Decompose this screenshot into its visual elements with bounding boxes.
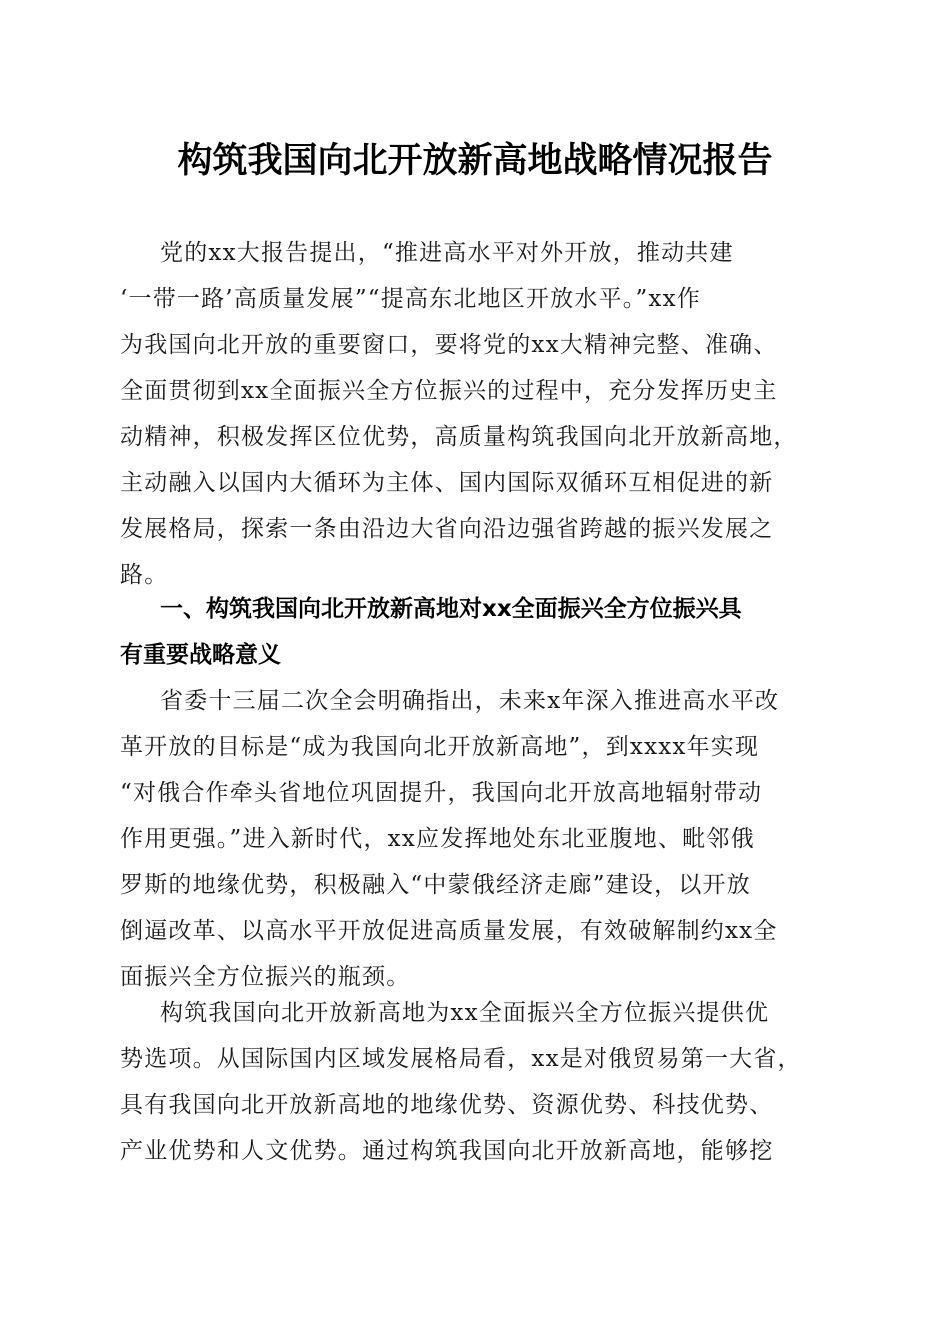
document-title: 构筑我国向北开放新高地战略情况报告	[177, 140, 773, 181]
paragraph-line: 发展格局，探索一条由沿边大省向沿边强省跨越的振兴发展之	[120, 516, 774, 542]
paragraph-line: 产业优势和人文优势。通过构筑我国向北开放新高地，能够挖	[120, 1138, 774, 1164]
paragraph-line: 党的xx大报告提出，“推进高水平对外开放，推动共建	[160, 240, 734, 266]
paragraph-line: 省委十三届二次全会明确指出，未来x年深入推进高水平改	[160, 688, 780, 714]
heading-line: 一、构筑我国向北开放新高地对xx全面振兴全方位振兴具	[160, 596, 742, 622]
paragraph-line: 罗斯的地缘优势，积极融入“中蒙俄经济走廊”建设，以开放	[120, 872, 751, 898]
paragraph-line: 作用更强。”进入新时代，xx应发挥地处东北亚腹地、毗邻俄	[120, 826, 755, 852]
paragraph-line: 路。	[120, 562, 169, 588]
paragraph-line: “对俄合作牵头省地位巩固提升，我国向北开放高地辐射带动	[120, 780, 763, 806]
paragraph-line: 构筑我国向北开放新高地为xx全面振兴全方位振兴提供优	[160, 1000, 770, 1026]
paragraph-line: 具有我国向北开放新高地的地缘优势、资源优势、科技优势、	[120, 1092, 774, 1118]
paragraph-line: 势选项。从国际国内区域发展格局看，xx是对俄贸易第一大省，	[120, 1046, 802, 1072]
paragraph-line: ‘一带一路’高质量发展”“提高东北地区开放水平。”xx作	[120, 286, 701, 312]
paragraph-line: 全面贯彻到xx全面振兴全方位振兴的过程中，充分发挥历史主	[120, 378, 778, 404]
paragraph-line: 主动融入以国内大循环为主体、国内国际双循环互相促进的新	[120, 470, 774, 496]
heading-line: 有重要战略意义	[120, 642, 281, 668]
paragraph-line: 倒逼改革、以高水平开放促进高质量发展，有效破解制约xx全	[120, 918, 778, 944]
paragraph-line: 为我国向北开放的重要窗口，要将党的xx大精神完整、准确、	[120, 332, 778, 358]
paragraph-line: 革开放的目标是“成为我国向北开放新高地”，到xxxx年实现	[120, 734, 760, 760]
paragraph-line: 面振兴全方位振兴的瓶颈。	[120, 964, 411, 990]
paragraph-line: 动精神，积极发挥区位优势，高质量构筑我国向北开放新高地，	[120, 424, 798, 450]
